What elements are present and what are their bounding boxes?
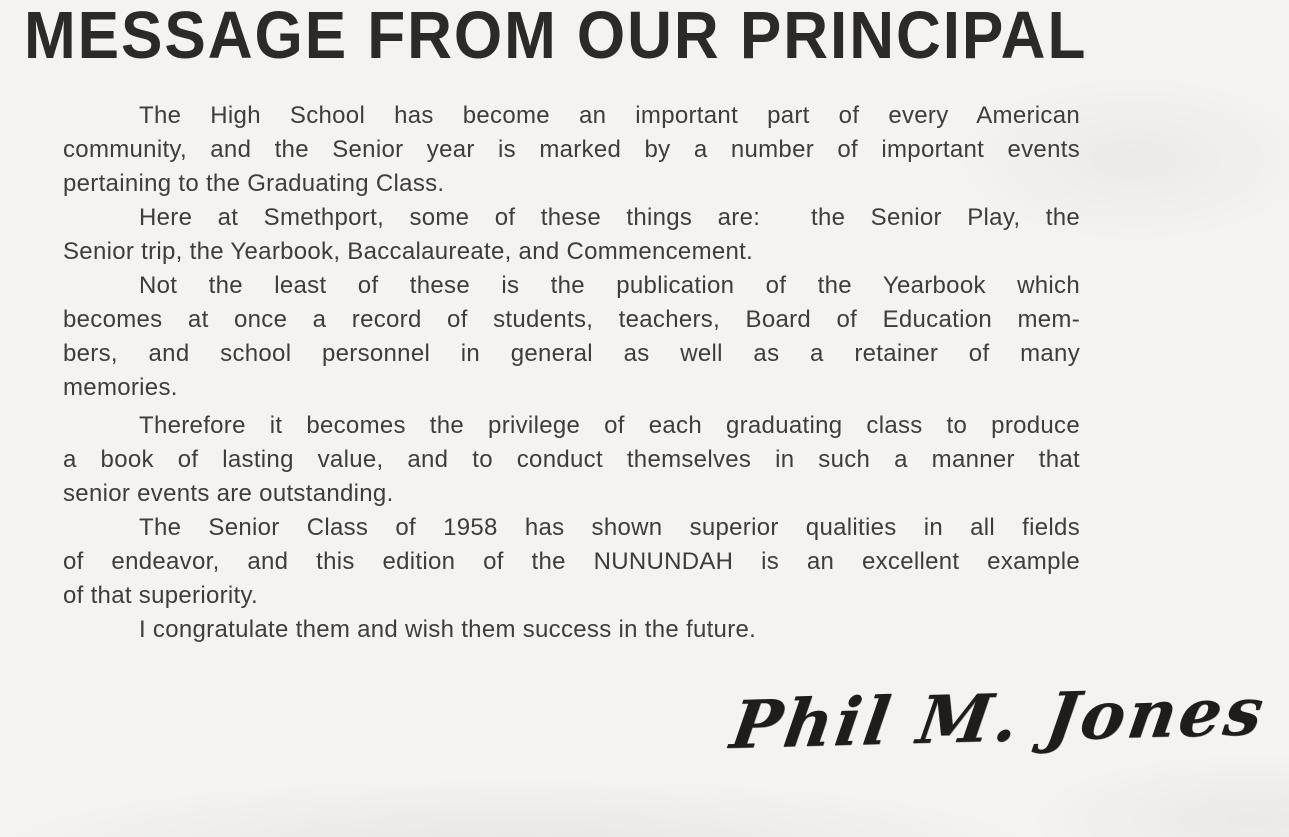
text-line: The High School has become an important part of every American: [139, 102, 1080, 129]
paragraph: [63, 511, 1080, 613]
paragraph: [63, 201, 1080, 269]
text-line: community, and the Senior year is marked by a number of important events: [63, 136, 1080, 163]
text-line: Not the least of these is the publication of the Yearbook which: [139, 272, 1080, 299]
paragraph: [63, 269, 1080, 405]
text-line: I congratulate them and wish them success in the future.: [139, 616, 757, 643]
text-line: of endeavor, and this edition of the NUNUNDAH is an excellent example: [63, 548, 1080, 575]
text-line: Therefore it becomes the privilege of each graduating class to produce: [139, 412, 1080, 439]
text-line: Here at Smethport, some of these things are: the Senior Play, the: [139, 204, 1080, 231]
text-line: becomes at once a record of students, teachers, Board of Education mem-: [63, 306, 1080, 333]
principal-signature: Phil M. Jones: [726, 672, 1272, 764]
text-line: a book of lasting value, and to conduct themselves in such a manner that: [63, 446, 1080, 473]
text-line: of that superiority.: [63, 582, 258, 609]
text-line: senior events are outstanding.: [63, 480, 394, 507]
page-title: MESSAGE FROM OUR PRINCIPAL: [24, 0, 1088, 73]
paragraph: [63, 409, 1080, 511]
text-line: memories.: [63, 374, 178, 401]
principal-message-body: [63, 99, 1080, 647]
text-line: Senior trip, the Yearbook, Baccalaureate, and Commencement.: [63, 238, 754, 265]
paragraph: [63, 613, 1080, 647]
text-line: bers, and school personnel in general as well as a retainer of many: [63, 340, 1080, 367]
paragraph: [63, 99, 1080, 201]
text-line: pertaining to the Graduating Class.: [63, 170, 445, 197]
text-line: The Senior Class of 1958 has shown superior qualities in all fields: [139, 514, 1080, 541]
